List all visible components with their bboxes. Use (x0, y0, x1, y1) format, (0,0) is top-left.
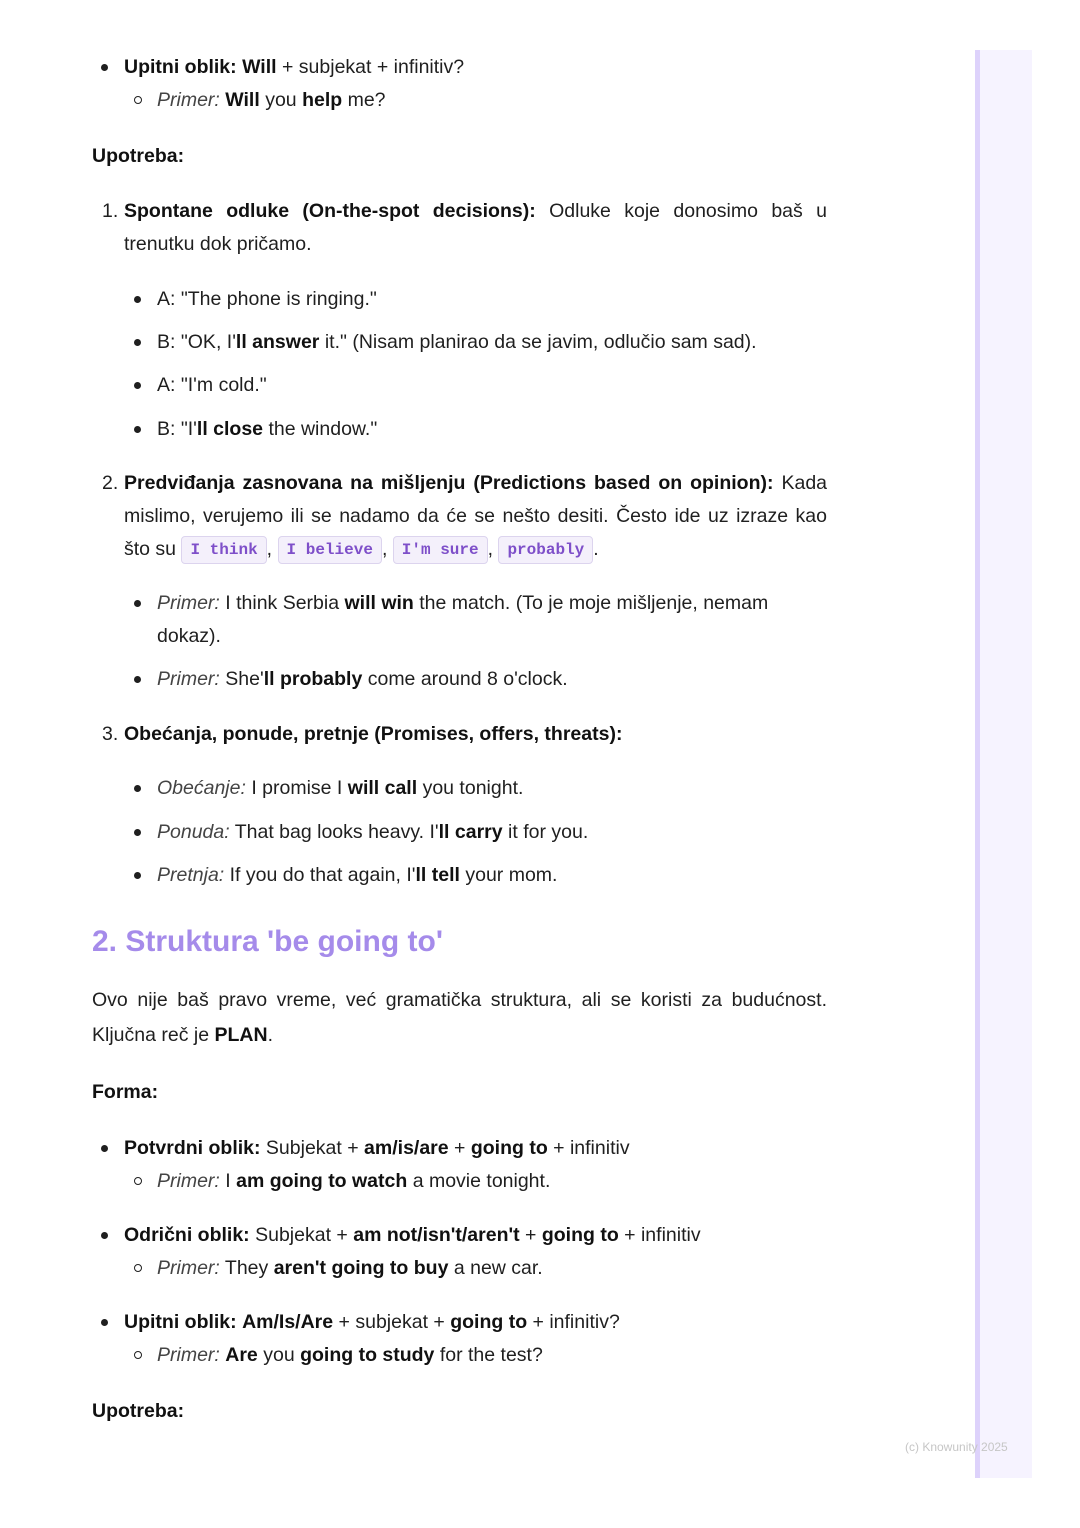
inline-code: probably (498, 536, 593, 564)
numbered-item (102, 718, 623, 751)
inline-code: I'm sure (393, 536, 488, 564)
section-heading: Upotreba: (92, 145, 185, 167)
example-bold: help (302, 89, 343, 111)
section-title: 2. Struktura 'be going to' (92, 925, 443, 958)
list-item: Primer: They aren't going to buy a new car. (157, 1252, 543, 1285)
paragraph: Ovo nije baš pravo vreme, već gramatička struktura, ali se koristi za budućnost. Ključna reč je PLAN. (92, 989, 827, 1046)
list-item: Primer: I think Serbia will win the match. (To je moje mišljenje, nemam dokaz). (157, 587, 807, 653)
page-sidebar (975, 50, 1032, 1478)
item-title: Spontane odluke (On-the-spot decisions): (124, 200, 536, 222)
list-item: B: "OK, I'll answer it." (Nisam planirao da se javim, odlučio sam sad). (157, 326, 757, 359)
item-title: Predviđanja zasnovana na mišljenju (Predictions based on opinion): (124, 472, 774, 494)
item-number: 3. (102, 723, 119, 745)
item-text: Kada mislimo, verujemo ili se nadamo da će se nešto desiti. Često ide uz izraze kao što su (124, 472, 828, 560)
list-item: B: "I'll close the window." (157, 413, 377, 446)
section-heading: Forma: (92, 1081, 159, 1103)
list-item: A: "The phone is ringing." (157, 283, 377, 316)
section-heading: Upotreba: (92, 1400, 185, 1422)
example-text: me? (347, 89, 386, 111)
list-item: Ponuda: That bag looks heavy. I'll carry it for you. (157, 816, 588, 849)
example-text: you (265, 89, 297, 111)
list-item: Upitni oblik: Am/Is/Are + subjekat + going to + infinitiv? (124, 1306, 620, 1339)
item-number: 2. (102, 472, 119, 494)
example-label: Primer: (157, 89, 220, 111)
list-item (157, 84, 386, 117)
list-item: Pretnja: If you do that again, I'll tell your mom. (157, 859, 557, 892)
numbered-item (102, 195, 827, 261)
inline-code: I think (181, 536, 266, 564)
copyright-footer: (c) Knowunity 2025 (905, 1440, 1008, 1454)
numbered-item: 2. Predviđanja zasnovana na mišljenju (Predictions based on opinion): Kada mislimo, verujemo ili se nadamo da će se nešto desiti. Često ide uz izraze kao što su I think , I believe , I'm sure , probably . (124, 467, 827, 566)
form-label: Upitni oblik: (124, 56, 237, 78)
list-item: Obećanje: I promise I will call you tonight. (157, 772, 523, 805)
example-bold: Will (225, 89, 260, 111)
item-title: Obećanja, ponude, pretnje (Promises, offers, threats): (124, 723, 623, 745)
form-aux: Will (242, 56, 277, 78)
form-text: + subjekat + infinitiv? (282, 56, 465, 78)
list-item: Primer: She'll probably come around 8 o'clock. (157, 663, 568, 696)
list-item: A: "I'm cold." (157, 369, 267, 402)
list-item: Odrični oblik: Subjekat + am not/isn't/aren't + going to + infinitiv (124, 1219, 701, 1252)
list-item: Potvrdni oblik: Subjekat + am/is/are + going to + infinitiv (124, 1132, 630, 1165)
list-item (124, 51, 464, 84)
list-item: Primer: I am going to watch a movie tonight. (157, 1165, 550, 1198)
item-number: 1. (102, 200, 119, 222)
list-item: Primer: Are you going to study for the test? (157, 1339, 543, 1372)
inline-code: I believe (278, 536, 382, 564)
item-text: Odluke koje donosimo baš u trenutku dok pričamo. (124, 200, 827, 255)
